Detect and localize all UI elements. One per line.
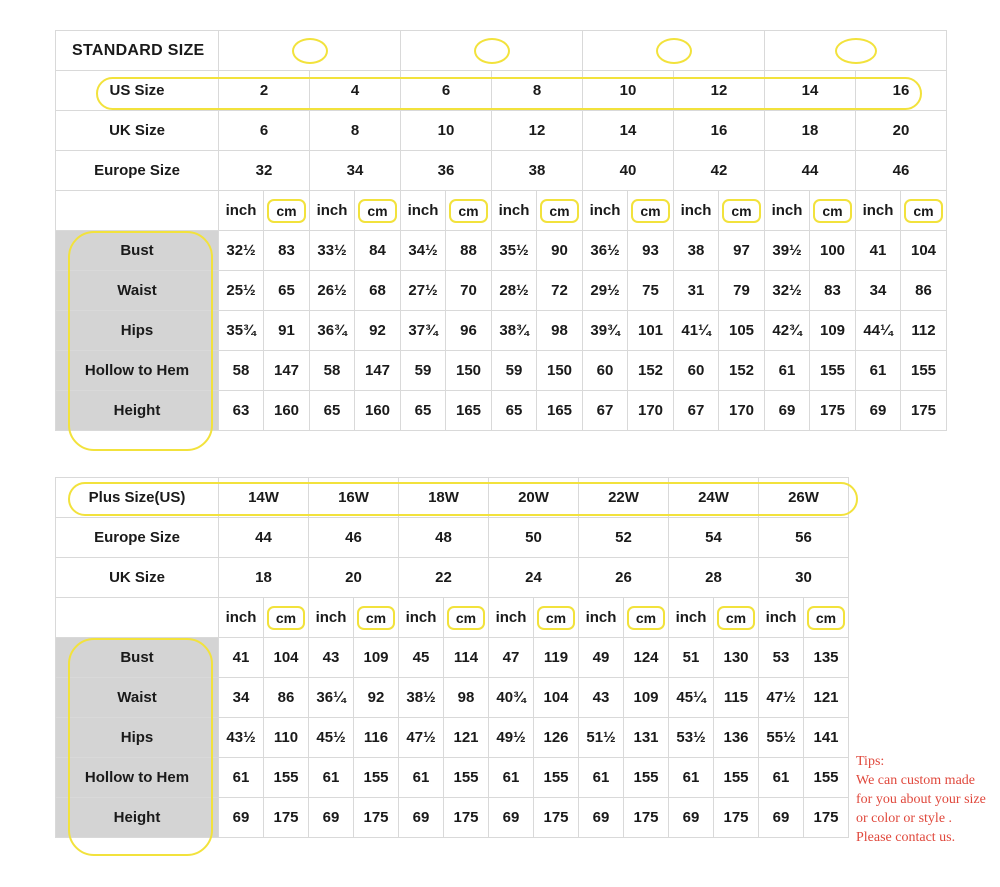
- table-cell: 50: [489, 518, 579, 558]
- table-cell: 14W: [219, 478, 309, 518]
- row-label-plus-height: Height: [56, 798, 219, 838]
- unit-cm-label: cm: [813, 199, 851, 223]
- table-row-europe-size: [56, 151, 947, 191]
- unit-cm-label: cm: [540, 199, 578, 223]
- table-cell: 54: [669, 518, 759, 558]
- unit-inch: inch: [219, 191, 264, 231]
- table-cell: 91: [264, 311, 310, 351]
- table-cell: 61: [219, 758, 264, 798]
- table-cell: 135: [804, 638, 849, 678]
- size-badge-s-label: S: [292, 38, 328, 64]
- table-cell: 12: [674, 71, 765, 111]
- table-cell: 2: [219, 71, 310, 111]
- table-cell: 18W: [399, 478, 489, 518]
- unit-inch: inch: [310, 191, 355, 231]
- table-cell: 32½: [219, 231, 264, 271]
- unit-cm: [901, 191, 947, 231]
- table-cell: 96: [446, 311, 492, 351]
- table-cell: 55½: [759, 718, 804, 758]
- table-cell: 48: [399, 518, 489, 558]
- size-badge-xl: [765, 31, 947, 71]
- table-cell: 42¾: [765, 311, 810, 351]
- table-cell: 152: [719, 351, 765, 391]
- table-cell: 34: [310, 151, 401, 191]
- table-cell: 18: [765, 111, 856, 151]
- table-cell: 175: [901, 391, 947, 431]
- unit-inch: inch: [219, 598, 264, 638]
- unit-cm-label: cm: [358, 199, 396, 223]
- table-row-plus-size-us: [56, 478, 849, 518]
- row-label-europe-size: Europe Size: [56, 151, 219, 191]
- table-cell: 31: [674, 271, 719, 311]
- table-cell: 150: [537, 351, 583, 391]
- table-cell: 61: [765, 351, 810, 391]
- table-row-plus-bust: [56, 638, 849, 678]
- unit-cm: [446, 191, 492, 231]
- table-cell: 141: [804, 718, 849, 758]
- table-cell: 16: [674, 111, 765, 151]
- table-cell: 65: [310, 391, 355, 431]
- tips-note: [856, 752, 1000, 847]
- unit-inch: inch: [759, 598, 804, 638]
- size-badge-s: [219, 31, 401, 71]
- table-cell: 41¼: [674, 311, 719, 351]
- row-label-units: [56, 191, 219, 231]
- table-cell: 83: [264, 231, 310, 271]
- unit-cm: [804, 598, 849, 638]
- table-row-height: [56, 391, 947, 431]
- table-cell: 175: [624, 798, 669, 838]
- table-cell: 44: [219, 518, 309, 558]
- unit-cm: [534, 598, 579, 638]
- table-cell: 155: [534, 758, 579, 798]
- table-row-hips: [56, 311, 947, 351]
- table-cell: 37¾: [401, 311, 446, 351]
- table-cell: 65: [492, 391, 537, 431]
- row-label-plus-uk-size: UK Size: [56, 558, 219, 598]
- table-cell: 41: [856, 231, 901, 271]
- table-cell: 8: [492, 71, 583, 111]
- tips-line-3: or color or style .: [856, 811, 953, 826]
- table-cell: 45¼: [669, 678, 714, 718]
- table-cell: 36¼: [309, 678, 354, 718]
- table-cell: 38¾: [492, 311, 537, 351]
- row-label-height: Height: [56, 391, 219, 431]
- table-cell: 69: [219, 798, 264, 838]
- unit-inch: inch: [583, 191, 628, 231]
- table-cell: 52: [579, 518, 669, 558]
- unit-cm: [355, 191, 401, 231]
- table-cell: 38½: [399, 678, 444, 718]
- table-row-plus-waist: [56, 678, 849, 718]
- table-cell: 175: [354, 798, 399, 838]
- table-cell: 25½: [219, 271, 264, 311]
- table-cell: 126: [534, 718, 579, 758]
- table-cell: 6: [219, 111, 310, 151]
- table-cell: 61: [669, 758, 714, 798]
- table-cell: 160: [264, 391, 310, 431]
- size-badge-m-label: M: [474, 38, 510, 64]
- table-cell: 79: [719, 271, 765, 311]
- table-cell: 45: [399, 638, 444, 678]
- table-cell: 100: [810, 231, 856, 271]
- unit-inch: inch: [492, 191, 537, 231]
- table-cell: 69: [765, 391, 810, 431]
- table-cell: 24: [489, 558, 579, 598]
- table-cell: 155: [714, 758, 759, 798]
- standard-header-title: STANDARD SIZE: [56, 31, 219, 71]
- table-cell: 34: [856, 271, 901, 311]
- tips-line-1: We can custom made: [856, 773, 975, 788]
- plus-size-table-container: [55, 477, 847, 838]
- table-cell: 8: [310, 111, 401, 151]
- table-cell: 92: [355, 311, 401, 351]
- table-cell: 84: [355, 231, 401, 271]
- plus-size-table: [55, 477, 849, 838]
- table-cell: 43: [309, 638, 354, 678]
- table-cell: 109: [624, 678, 669, 718]
- table-cell: 20: [309, 558, 399, 598]
- table-cell: 10: [583, 71, 674, 111]
- table-cell: 136: [714, 718, 759, 758]
- row-label-plus-europe-size: Europe Size: [56, 518, 219, 558]
- table-cell: 109: [810, 311, 856, 351]
- row-label-plus-units: [56, 598, 219, 638]
- table-cell: 32: [219, 151, 310, 191]
- table-cell: 98: [444, 678, 489, 718]
- row-label-hollow-to-hem: Hollow to Hem: [56, 351, 219, 391]
- table-cell: 175: [444, 798, 489, 838]
- unit-cm-label: cm: [631, 199, 669, 223]
- table-cell: 165: [537, 391, 583, 431]
- table-cell: 45½: [309, 718, 354, 758]
- table-cell: 131: [624, 718, 669, 758]
- unit-inch: inch: [401, 191, 446, 231]
- table-cell: 155: [804, 758, 849, 798]
- table-cell: 20: [856, 111, 947, 151]
- table-cell: 30: [759, 558, 849, 598]
- table-cell: 35½: [492, 231, 537, 271]
- table-cell: 112: [901, 311, 947, 351]
- table-cell: 56: [759, 518, 849, 558]
- table-cell: 28½: [492, 271, 537, 311]
- table-cell: 34: [219, 678, 264, 718]
- size-badge-l: [583, 31, 765, 71]
- table-cell: 61: [579, 758, 624, 798]
- table-row-plus-hollow-to-hem: [56, 758, 849, 798]
- table-cell: 39½: [765, 231, 810, 271]
- row-label-plus-hips: Hips: [56, 718, 219, 758]
- unit-cm: [444, 598, 489, 638]
- table-cell: 40: [583, 151, 674, 191]
- unit-cm: [719, 191, 765, 231]
- unit-inch: inch: [674, 191, 719, 231]
- table-cell: 67: [674, 391, 719, 431]
- table-cell: 114: [444, 638, 489, 678]
- unit-inch: inch: [856, 191, 901, 231]
- unit-cm-label: cm: [267, 199, 305, 223]
- table-cell: 49: [579, 638, 624, 678]
- table-cell: 175: [804, 798, 849, 838]
- table-cell: 10: [401, 111, 492, 151]
- table-cell: 104: [534, 678, 579, 718]
- table-cell: 68: [355, 271, 401, 311]
- table-cell: 43: [579, 678, 624, 718]
- table-cell: 175: [714, 798, 759, 838]
- unit-cm: [628, 191, 674, 231]
- table-cell: 44¼: [856, 311, 901, 351]
- table-row-us-size: [56, 71, 947, 111]
- unit-inch: inch: [669, 598, 714, 638]
- table-cell: 51: [669, 638, 714, 678]
- table-cell: 46: [309, 518, 399, 558]
- table-cell: 53: [759, 638, 804, 678]
- table-cell: 33½: [310, 231, 355, 271]
- table-cell: 165: [446, 391, 492, 431]
- table-cell: 60: [583, 351, 628, 391]
- table-cell: 155: [264, 758, 309, 798]
- table-row-plus-europe-size: [56, 518, 849, 558]
- table-cell: 155: [444, 758, 489, 798]
- table-cell: 86: [264, 678, 309, 718]
- row-label-plus-bust: Bust: [56, 638, 219, 678]
- table-cell: 38: [492, 151, 583, 191]
- table-cell: 34½: [401, 231, 446, 271]
- row-label-uk-size: UK Size: [56, 111, 219, 151]
- table-cell: 18: [219, 558, 309, 598]
- table-cell: 147: [355, 351, 401, 391]
- unit-inch: inch: [489, 598, 534, 638]
- table-row-plus-units: [56, 598, 849, 638]
- table-cell: 98: [537, 311, 583, 351]
- table-cell: 155: [810, 351, 856, 391]
- table-cell: 24W: [669, 478, 759, 518]
- table-cell: 104: [901, 231, 947, 271]
- table-cell: 14: [765, 71, 856, 111]
- table-row-hollow-to-hem: [56, 351, 947, 391]
- table-cell: 16: [856, 71, 947, 111]
- table-cell: 61: [399, 758, 444, 798]
- unit-cm-label: cm: [357, 606, 395, 630]
- table-cell: 88: [446, 231, 492, 271]
- table-cell: 115: [714, 678, 759, 718]
- row-label-plus-size-us: Plus Size(US): [56, 478, 219, 518]
- table-cell: 69: [579, 798, 624, 838]
- table-cell: 46: [856, 151, 947, 191]
- table-cell: 170: [628, 391, 674, 431]
- table-cell: 175: [264, 798, 309, 838]
- unit-cm-label: cm: [447, 606, 485, 630]
- table-cell: 42: [674, 151, 765, 191]
- table-cell: 43½: [219, 718, 264, 758]
- table-cell: 83: [810, 271, 856, 311]
- table-cell: 16W: [309, 478, 399, 518]
- table-cell: 105: [719, 311, 765, 351]
- table-cell: 49½: [489, 718, 534, 758]
- row-label-hips: Hips: [56, 311, 219, 351]
- table-cell: 155: [624, 758, 669, 798]
- table-row-units: [56, 191, 947, 231]
- table-cell: 90: [537, 231, 583, 271]
- table-cell: 26½: [310, 271, 355, 311]
- table-cell: 69: [759, 798, 804, 838]
- table-cell: 22W: [579, 478, 669, 518]
- table-cell: 39¾: [583, 311, 628, 351]
- tips-title: Tips:: [856, 754, 885, 769]
- table-row-plus-uk-size: [56, 558, 849, 598]
- table-cell: 27½: [401, 271, 446, 311]
- table-cell: 32½: [765, 271, 810, 311]
- table-cell: 104: [264, 638, 309, 678]
- table-cell: 63: [219, 391, 264, 431]
- tips-line-2: for you about your size: [856, 792, 986, 807]
- table-cell: 69: [399, 798, 444, 838]
- table-cell: 59: [492, 351, 537, 391]
- table-cell: 61: [759, 758, 804, 798]
- table-cell: 22: [399, 558, 489, 598]
- table-cell: 4: [310, 71, 401, 111]
- table-cell: 53½: [669, 718, 714, 758]
- table-cell: 110: [264, 718, 309, 758]
- table-cell: 47½: [399, 718, 444, 758]
- unit-cm: [354, 598, 399, 638]
- unit-inch: inch: [309, 598, 354, 638]
- unit-inch: inch: [765, 191, 810, 231]
- table-cell: 101: [628, 311, 674, 351]
- table-cell: 47½: [759, 678, 804, 718]
- table-cell: 12: [492, 111, 583, 151]
- table-cell: 92: [354, 678, 399, 718]
- standard-header-row: [56, 31, 947, 71]
- row-label-us-size: US Size: [56, 71, 219, 111]
- table-cell: 170: [719, 391, 765, 431]
- table-cell: 47: [489, 638, 534, 678]
- row-label-waist: Waist: [56, 271, 219, 311]
- unit-cm-label: cm: [807, 606, 845, 630]
- table-cell: 121: [444, 718, 489, 758]
- table-cell: 119: [534, 638, 579, 678]
- table-cell: 65: [401, 391, 446, 431]
- table-cell: 61: [309, 758, 354, 798]
- table-cell: 86: [901, 271, 947, 311]
- unit-cm: [537, 191, 583, 231]
- table-cell: 69: [669, 798, 714, 838]
- table-cell: 75: [628, 271, 674, 311]
- table-cell: 44: [765, 151, 856, 191]
- table-row-plus-height: [56, 798, 849, 838]
- unit-inch: inch: [399, 598, 444, 638]
- table-row-waist: [56, 271, 947, 311]
- table-cell: 58: [219, 351, 264, 391]
- table-cell: 65: [264, 271, 310, 311]
- unit-cm: [264, 191, 310, 231]
- unit-cm-label: cm: [627, 606, 665, 630]
- size-badge-l-label: L: [656, 38, 692, 64]
- table-cell: 38: [674, 231, 719, 271]
- table-cell: 60: [674, 351, 719, 391]
- row-label-plus-waist: Waist: [56, 678, 219, 718]
- table-cell: 69: [489, 798, 534, 838]
- table-cell: 36: [401, 151, 492, 191]
- table-cell: 160: [355, 391, 401, 431]
- table-cell: 20W: [489, 478, 579, 518]
- table-cell: 36¾: [310, 311, 355, 351]
- table-cell: 155: [901, 351, 947, 391]
- unit-cm: [624, 598, 669, 638]
- table-cell: 36½: [583, 231, 628, 271]
- standard-size-table-container: [55, 30, 947, 431]
- unit-cm-label: cm: [722, 199, 760, 223]
- size-badge-xl-label: XL: [835, 38, 877, 64]
- table-cell: 72: [537, 271, 583, 311]
- unit-cm-label: cm: [537, 606, 575, 630]
- table-cell: 61: [489, 758, 534, 798]
- table-row-uk-size: [56, 111, 947, 151]
- unit-cm: [714, 598, 759, 638]
- row-label-bust: Bust: [56, 231, 219, 271]
- table-cell: 29½: [583, 271, 628, 311]
- size-badge-m: [401, 31, 583, 71]
- table-cell: 14: [583, 111, 674, 151]
- table-cell: 150: [446, 351, 492, 391]
- unit-inch: inch: [579, 598, 624, 638]
- table-cell: 40¾: [489, 678, 534, 718]
- table-cell: 116: [354, 718, 399, 758]
- table-cell: 109: [354, 638, 399, 678]
- table-cell: 69: [856, 391, 901, 431]
- table-cell: 61: [856, 351, 901, 391]
- table-cell: 59: [401, 351, 446, 391]
- table-cell: 28: [669, 558, 759, 598]
- table-cell: 93: [628, 231, 674, 271]
- unit-cm-label: cm: [717, 606, 755, 630]
- standard-size-table: [55, 30, 947, 431]
- table-cell: 51½: [579, 718, 624, 758]
- table-cell: 147: [264, 351, 310, 391]
- table-cell: 175: [534, 798, 579, 838]
- table-cell: 35¾: [219, 311, 264, 351]
- unit-cm-label: cm: [904, 199, 942, 223]
- unit-cm: [264, 598, 309, 638]
- table-cell: 58: [310, 351, 355, 391]
- tips-line-4: Please contact us.: [856, 830, 956, 845]
- table-cell: 67: [583, 391, 628, 431]
- table-row-bust: [56, 231, 947, 271]
- table-cell: 26: [579, 558, 669, 598]
- table-cell: 41: [219, 638, 264, 678]
- unit-cm-label: cm: [449, 199, 487, 223]
- table-cell: 69: [309, 798, 354, 838]
- table-cell: 124: [624, 638, 669, 678]
- table-cell: 26W: [759, 478, 849, 518]
- table-cell: 152: [628, 351, 674, 391]
- row-label-plus-hollow-to-hem: Hollow to Hem: [56, 758, 219, 798]
- table-cell: 155: [354, 758, 399, 798]
- unit-cm-label: cm: [267, 606, 305, 630]
- table-cell: 70: [446, 271, 492, 311]
- table-row-plus-hips: [56, 718, 849, 758]
- table-cell: 97: [719, 231, 765, 271]
- table-cell: 6: [401, 71, 492, 111]
- unit-cm: [810, 191, 856, 231]
- table-cell: 130: [714, 638, 759, 678]
- table-cell: 175: [810, 391, 856, 431]
- table-cell: 121: [804, 678, 849, 718]
